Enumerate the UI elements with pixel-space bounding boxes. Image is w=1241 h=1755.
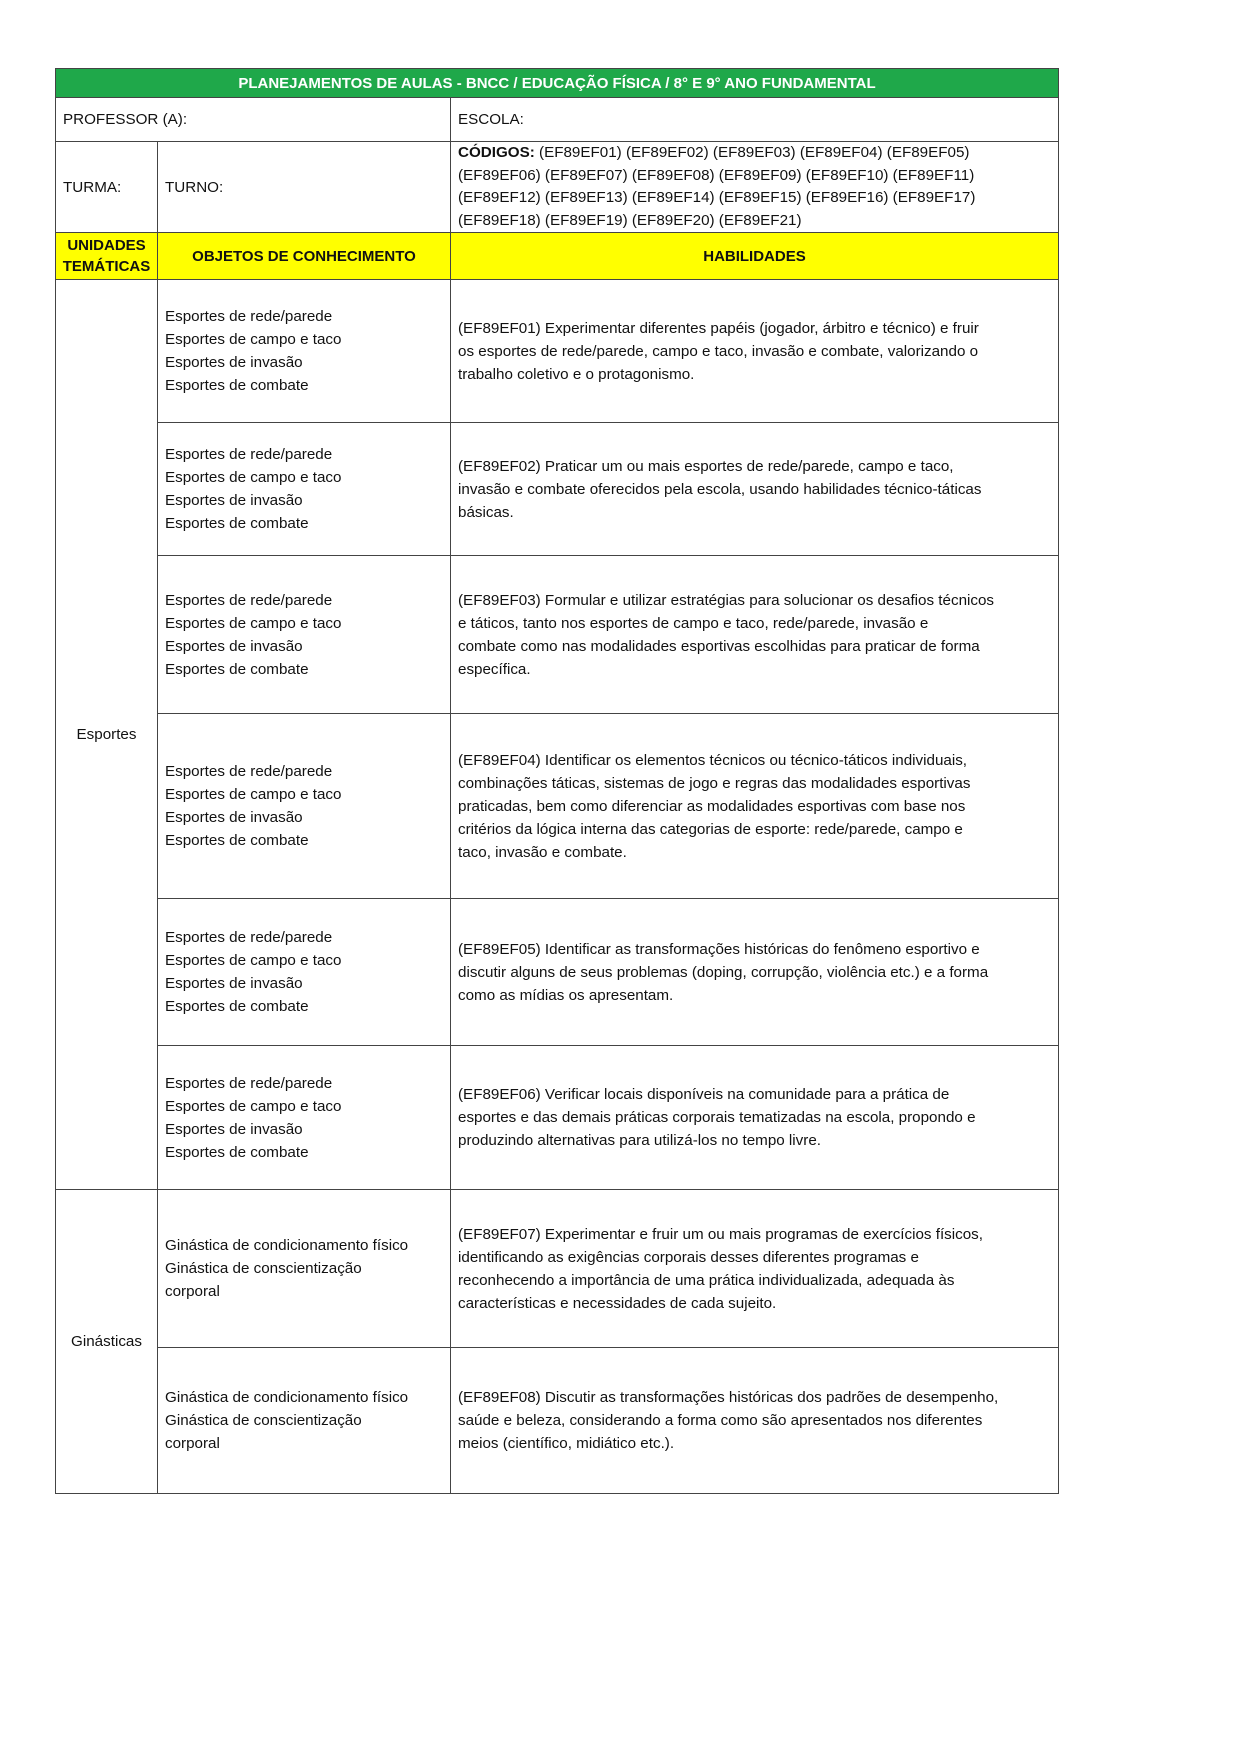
objeto-item: Esportes de campo e taco bbox=[165, 614, 342, 632]
habilidade-line: específica. bbox=[458, 660, 531, 678]
objeto-item: Esportes de invasão bbox=[165, 492, 303, 509]
objeto-item: corporal bbox=[165, 1283, 220, 1300]
objeto-item: Esportes de invasão bbox=[165, 1120, 303, 1138]
habilidade-line: como as mídias os apresentam. bbox=[458, 986, 674, 1004]
habilidade-line: características e necessidades de cada sujeito. bbox=[458, 1294, 777, 1312]
objeto-item: Ginástica de conscientização bbox=[165, 1412, 362, 1429]
habilidade-cell bbox=[451, 1190, 1059, 1348]
objeto-item: Esportes de combate bbox=[165, 660, 309, 678]
objeto-item: Esportes de campo e taco bbox=[165, 1097, 342, 1115]
table-row bbox=[56, 714, 1059, 899]
habilidade-line: (EF89EF05) Identificar as transformações históricas do fenômeno esportivo e bbox=[458, 940, 980, 958]
table-row bbox=[56, 556, 1059, 714]
habilidade-line: (EF89EF03) Formular e utilizar estratégias para solucionar os desafios técnicos bbox=[458, 591, 995, 609]
objetos-cell bbox=[158, 1348, 451, 1494]
table-row bbox=[56, 423, 1059, 556]
objeto-item: Esportes de rede/parede bbox=[165, 446, 333, 463]
table-row bbox=[56, 1348, 1059, 1494]
objeto-item: Esportes de rede/parede bbox=[165, 308, 333, 325]
habilidade-line: básicas. bbox=[458, 503, 514, 521]
habilidade-line: (EF89EF04) Identificar os elementos técnicos ou técnico-táticos individuais, bbox=[458, 751, 968, 769]
habilidade-line: os esportes de rede/parede, campo e taco, invasão e combate, valorizando o bbox=[458, 342, 979, 360]
objeto-item: Esportes de campo e taco bbox=[165, 469, 342, 486]
table-row bbox=[56, 280, 1059, 423]
habilidade-line: (EF89EF08) Discutir as transformações históricas dos padrões de desempenho, bbox=[458, 1389, 999, 1406]
objeto-item: Ginástica de condicionamento físico bbox=[165, 1237, 409, 1254]
objeto-item: Esportes de combate bbox=[165, 1143, 309, 1161]
objeto-item: Esportes de rede/parede bbox=[165, 763, 333, 780]
objeto-item: Esportes de combate bbox=[165, 832, 309, 849]
habilidade-line: praticadas, bem como diferenciar as modalidades esportivas com base nos bbox=[458, 797, 966, 815]
objeto-item: Ginástica de conscientização bbox=[165, 1260, 362, 1277]
info-row-professor bbox=[56, 98, 1059, 142]
objeto-item: Ginástica de condicionamento físico bbox=[165, 1389, 409, 1406]
objeto-item: Esportes de campo e taco bbox=[165, 786, 342, 803]
escola-field[interactable]: ESCOLA: bbox=[451, 98, 1059, 142]
objetos-cell bbox=[158, 556, 451, 714]
lesson-plan-sheet bbox=[55, 68, 1058, 1494]
objeto-item: Esportes de campo e taco bbox=[165, 331, 342, 348]
objeto-item: Esportes de invasão bbox=[165, 637, 303, 655]
header-unidades-tematicas: UNIDADES TEMÁTICAS bbox=[56, 233, 158, 280]
professor-field[interactable]: PROFESSOR (A): bbox=[56, 98, 451, 142]
objeto-item: Esportes de invasão bbox=[165, 809, 303, 826]
objeto-item: Esportes de campo e taco bbox=[165, 952, 342, 969]
codigos-label: CÓDIGOS: bbox=[458, 144, 535, 161]
codigos-line: (EF89EF18) (EF89EF19) (EF89EF20) (EF89EF21) bbox=[458, 211, 802, 229]
habilidade-line: (EF89EF07) Experimentar e fruir um ou mais programas de exercícios físicos, bbox=[458, 1225, 983, 1243]
table-row bbox=[56, 1190, 1059, 1348]
objeto-item: Esportes de invasão bbox=[165, 975, 303, 992]
lesson-plan-table bbox=[55, 68, 1059, 1494]
habilidade-line: e táticos, tanto nos esportes de campo e taco, rede/parede, invasão e bbox=[458, 614, 929, 632]
objetos-cell bbox=[158, 1190, 451, 1348]
codigos-cell bbox=[451, 142, 1059, 233]
objeto-item: Esportes de rede/parede bbox=[165, 591, 333, 609]
habilidade-line: critérios da lógica interna das categorias de esporte: rede/parede, campo e bbox=[458, 820, 963, 838]
habilidade-line: taco, invasão e combate. bbox=[458, 843, 627, 861]
header-objetos-de-conhecimento: OBJETOS DE CONHECIMENTO bbox=[158, 233, 451, 280]
habilidade-line: identificando as exigências corporais desses diferentes programas e bbox=[458, 1248, 919, 1266]
objeto-item: Esportes de invasão bbox=[165, 354, 303, 371]
habilidade-line: (EF89EF02) Praticar um ou mais esportes de rede/parede, campo e taco, bbox=[458, 457, 954, 475]
habilidade-cell bbox=[451, 556, 1059, 714]
codigos-line: (EF89EF12) (EF89EF13) (EF89EF14) (EF89EF15) (EF89EF16) (EF89EF17) bbox=[458, 189, 976, 206]
codigos-line: CÓDIGOS: (EF89EF01) (EF89EF02) (EF89EF03) (EF89EF04) (EF89EF05) bbox=[458, 144, 970, 161]
table-row bbox=[56, 1046, 1059, 1190]
objetos-cell bbox=[158, 714, 451, 899]
habilidade-line: reconhecendo a importância de uma prática individualizada, adequada às bbox=[458, 1271, 955, 1289]
habilidade-line: discutir alguns de seus problemas (doping, corrupção, violência etc.) e a forma bbox=[458, 963, 989, 981]
objetos-cell bbox=[158, 899, 451, 1046]
codigos-line: (EF89EF06) (EF89EF07) (EF89EF08) (EF89EF09) (EF89EF10) (EF89EF11) bbox=[458, 166, 975, 184]
habilidade-cell bbox=[451, 714, 1059, 899]
habilidade-line: esportes e das demais práticas corporais tematizadas na escola, propondo e bbox=[458, 1109, 976, 1126]
habilidade-line: meios (científico, midiático etc.). bbox=[458, 1435, 675, 1452]
habilidade-line: trabalho coletivo e o protagonismo. bbox=[458, 365, 695, 383]
habilidade-line: (EF89EF06) Verificar locais disponíveis na comunidade para a prática de bbox=[458, 1086, 950, 1103]
objetos-cell bbox=[158, 423, 451, 556]
habilidade-line: combinações táticas, sistemas de jogo e regras das modalidades esportivas bbox=[458, 774, 971, 792]
column-header-row bbox=[56, 233, 1059, 280]
habilidade-cell bbox=[451, 1348, 1059, 1494]
turno-field[interactable]: TURNO: bbox=[158, 142, 451, 233]
objeto-item: Esportes de combate bbox=[165, 515, 309, 532]
document-title: PLANEJAMENTOS DE AULAS - BNCC / EDUCAÇÃO FÍSICA / 8° E 9° ANO FUNDAMENTAL bbox=[56, 69, 1059, 98]
info-row-turma bbox=[56, 142, 1059, 233]
habilidade-line: (EF89EF01) Experimentar diferentes papéis (jogador, árbitro e técnico) e fruir bbox=[458, 319, 979, 337]
objeto-item: Esportes de combate bbox=[165, 998, 309, 1015]
objetos-cell bbox=[158, 280, 451, 423]
habilidade-cell bbox=[451, 1046, 1059, 1190]
objeto-item: corporal bbox=[165, 1435, 220, 1452]
table-row bbox=[56, 899, 1059, 1046]
objeto-item: Esportes de rede/parede bbox=[165, 929, 333, 946]
turma-field[interactable]: TURMA: bbox=[56, 142, 158, 233]
habilidade-cell bbox=[451, 280, 1059, 423]
objeto-item: Esportes de combate bbox=[165, 377, 309, 394]
objetos-cell bbox=[158, 1046, 451, 1190]
habilidade-line: combate como nas modalidades esportivas escolhidas para praticar de forma bbox=[458, 637, 980, 655]
unidade-tematica-cell: Ginásticas bbox=[56, 1190, 158, 1494]
objeto-item: Esportes de rede/parede bbox=[165, 1074, 333, 1092]
habilidade-cell bbox=[451, 899, 1059, 1046]
habilidade-cell bbox=[451, 423, 1059, 556]
header-habilidades: HABILIDADES bbox=[451, 233, 1059, 280]
habilidade-line: saúde e beleza, considerando a forma como são apresentados nos diferentes bbox=[458, 1412, 983, 1429]
habilidade-line: produzindo alternativas para utilizá-los no tempo livre. bbox=[458, 1132, 822, 1149]
title-row bbox=[56, 69, 1059, 98]
habilidade-line: invasão e combate oferecidos pela escola, usando habilidades técnico-táticas bbox=[458, 480, 982, 498]
unidade-tematica-cell: Esportes bbox=[56, 280, 158, 1190]
